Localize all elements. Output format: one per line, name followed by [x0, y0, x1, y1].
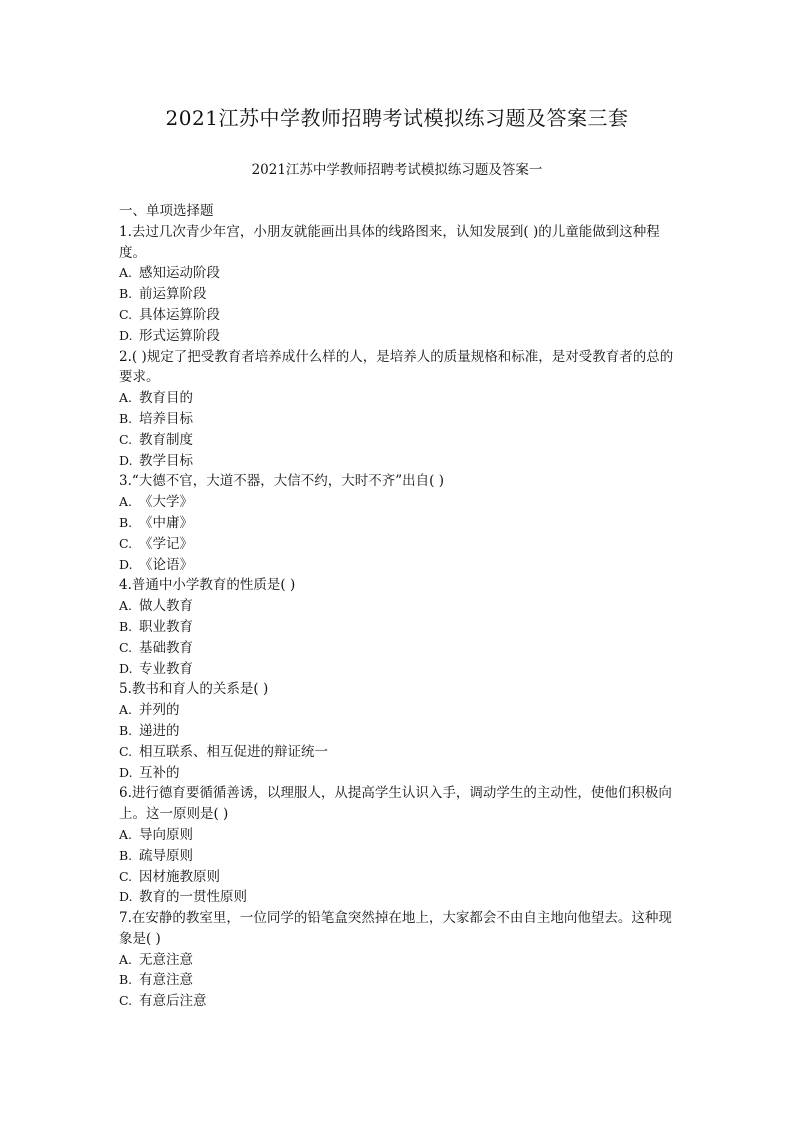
option-text: 基础教育 [139, 639, 193, 656]
question-4: 4.普通中小学教育的性质是( ) [119, 577, 296, 594]
option-text: 有意后注意 [139, 993, 207, 1010]
option-text: 《论语》 [139, 556, 193, 573]
option-text: 前运算阶段 [139, 286, 207, 303]
option-6-b [119, 846, 679, 867]
option-6-d [119, 887, 679, 908]
option-text: 培养目标 [139, 410, 193, 427]
option-letter: D. [119, 556, 133, 572]
option-3-a [119, 492, 679, 513]
question-1: 1.去过几次青少年宫，小朋友就能画出具体的线路图来，认知发展到( )的儿童能做到这种程度。 [119, 223, 660, 261]
option-text: 相互联系、相互促进的辩证统一 [139, 743, 328, 760]
question-3: 3.“大德不官，大道不器，大信不约，大时不齐”出自( ) [119, 473, 445, 490]
option-letter: C. [119, 743, 133, 759]
option-4-a [119, 596, 679, 617]
option-letter: B. [119, 972, 133, 988]
option-4-c [119, 638, 679, 659]
option-text: 感知运动阶段 [139, 265, 220, 282]
option-letter: A. [119, 494, 133, 510]
option-3-b [119, 513, 679, 534]
option-letter: B. [119, 286, 133, 302]
option-text: 职业教育 [139, 618, 193, 635]
option-letter: D. [119, 764, 133, 780]
option-6-a [119, 825, 679, 846]
question-5: 5.教书和育人的关系是( ) [119, 681, 269, 698]
option-letter: C. [119, 306, 133, 322]
option-2-a [119, 388, 679, 409]
option-text: 教学目标 [139, 452, 193, 469]
option-letter: C. [119, 535, 133, 551]
option-3-c [119, 534, 679, 555]
option-text: 因材施教原则 [139, 868, 220, 885]
question-7: 7.在安静的教室里，一位同学的铅笔盒突然掉在地上，大家都会不由自主地向他望去。这种现象是( ) [119, 910, 672, 947]
option-letter: B. [119, 514, 133, 530]
option-letter: A. [119, 390, 133, 406]
option-text: 专业教育 [139, 660, 193, 677]
option-letter: D. [119, 660, 133, 676]
option-text: 《大学》 [139, 494, 193, 511]
option-text: 互补的 [139, 764, 180, 781]
option-5-b [119, 721, 679, 742]
option-7-c [119, 991, 679, 1012]
option-text: 教育目的 [139, 390, 193, 407]
option-text: 《学记》 [139, 535, 193, 552]
option-6-c [119, 867, 679, 888]
option-letter: D. [119, 452, 133, 468]
option-letter: D. [119, 889, 133, 905]
option-letter: C. [119, 993, 133, 1009]
option-text: 有意注意 [139, 972, 193, 989]
option-letter: D. [119, 327, 133, 343]
option-letter: C. [119, 868, 133, 884]
option-text: 形式运算阶段 [139, 327, 220, 344]
option-7-a [119, 950, 679, 971]
option-2-b [119, 409, 679, 430]
option-text: 教育的一贯性原则 [139, 889, 247, 906]
option-7-b [119, 970, 679, 991]
document-title: 2021江苏中学教师招聘考试模拟练习题及答案三套 [165, 106, 629, 130]
option-1-c [119, 305, 679, 326]
option-letter: B. [119, 847, 133, 863]
option-text: 疏导原则 [139, 847, 193, 864]
option-letter: A. [119, 702, 133, 718]
option-letter: B. [119, 618, 133, 634]
option-5-d [119, 763, 679, 784]
option-letter: A. [119, 951, 133, 967]
question-list [119, 201, 679, 1012]
option-text: 并列的 [139, 702, 180, 719]
option-text: 做人教育 [139, 598, 193, 615]
option-4-d [119, 659, 679, 680]
option-3-d [119, 555, 679, 576]
option-text: 导向原则 [139, 826, 193, 843]
option-text: 具体运算阶段 [139, 306, 220, 323]
option-letter: C. [119, 639, 133, 655]
option-text: 无意注意 [139, 951, 193, 968]
option-1-b [119, 284, 679, 305]
document-subtitle: 2021江苏中学教师招聘考试模拟练习题及答案一 [251, 162, 543, 178]
option-2-d [119, 451, 679, 472]
option-text: 《中庸》 [139, 514, 193, 531]
option-letter: A. [119, 265, 133, 281]
option-1-d [119, 326, 679, 347]
option-5-a [119, 700, 679, 721]
option-letter: A. [119, 598, 133, 614]
option-text: 递进的 [139, 722, 180, 739]
option-1-a [119, 263, 679, 284]
question-2: 2.( )规定了把受教育者培养成什么样的人，是培养人的质量规格和标准，是对受教育者的总的要求。 [119, 348, 674, 386]
option-text: 教育制度 [139, 431, 193, 448]
option-2-c [119, 430, 679, 451]
section-heading: 一、单项选择题 [119, 203, 214, 219]
option-4-b [119, 617, 679, 638]
option-letter: B. [119, 722, 133, 738]
option-letter: A. [119, 826, 133, 842]
option-letter: B. [119, 410, 133, 426]
question-6: 6.进行德育要循循善诱，以理服人，从提高学生认识入手，调动学生的主动性，使他们积极向上。这一原则是( ) [119, 785, 672, 823]
option-letter: C. [119, 431, 133, 447]
option-5-c [119, 742, 679, 763]
